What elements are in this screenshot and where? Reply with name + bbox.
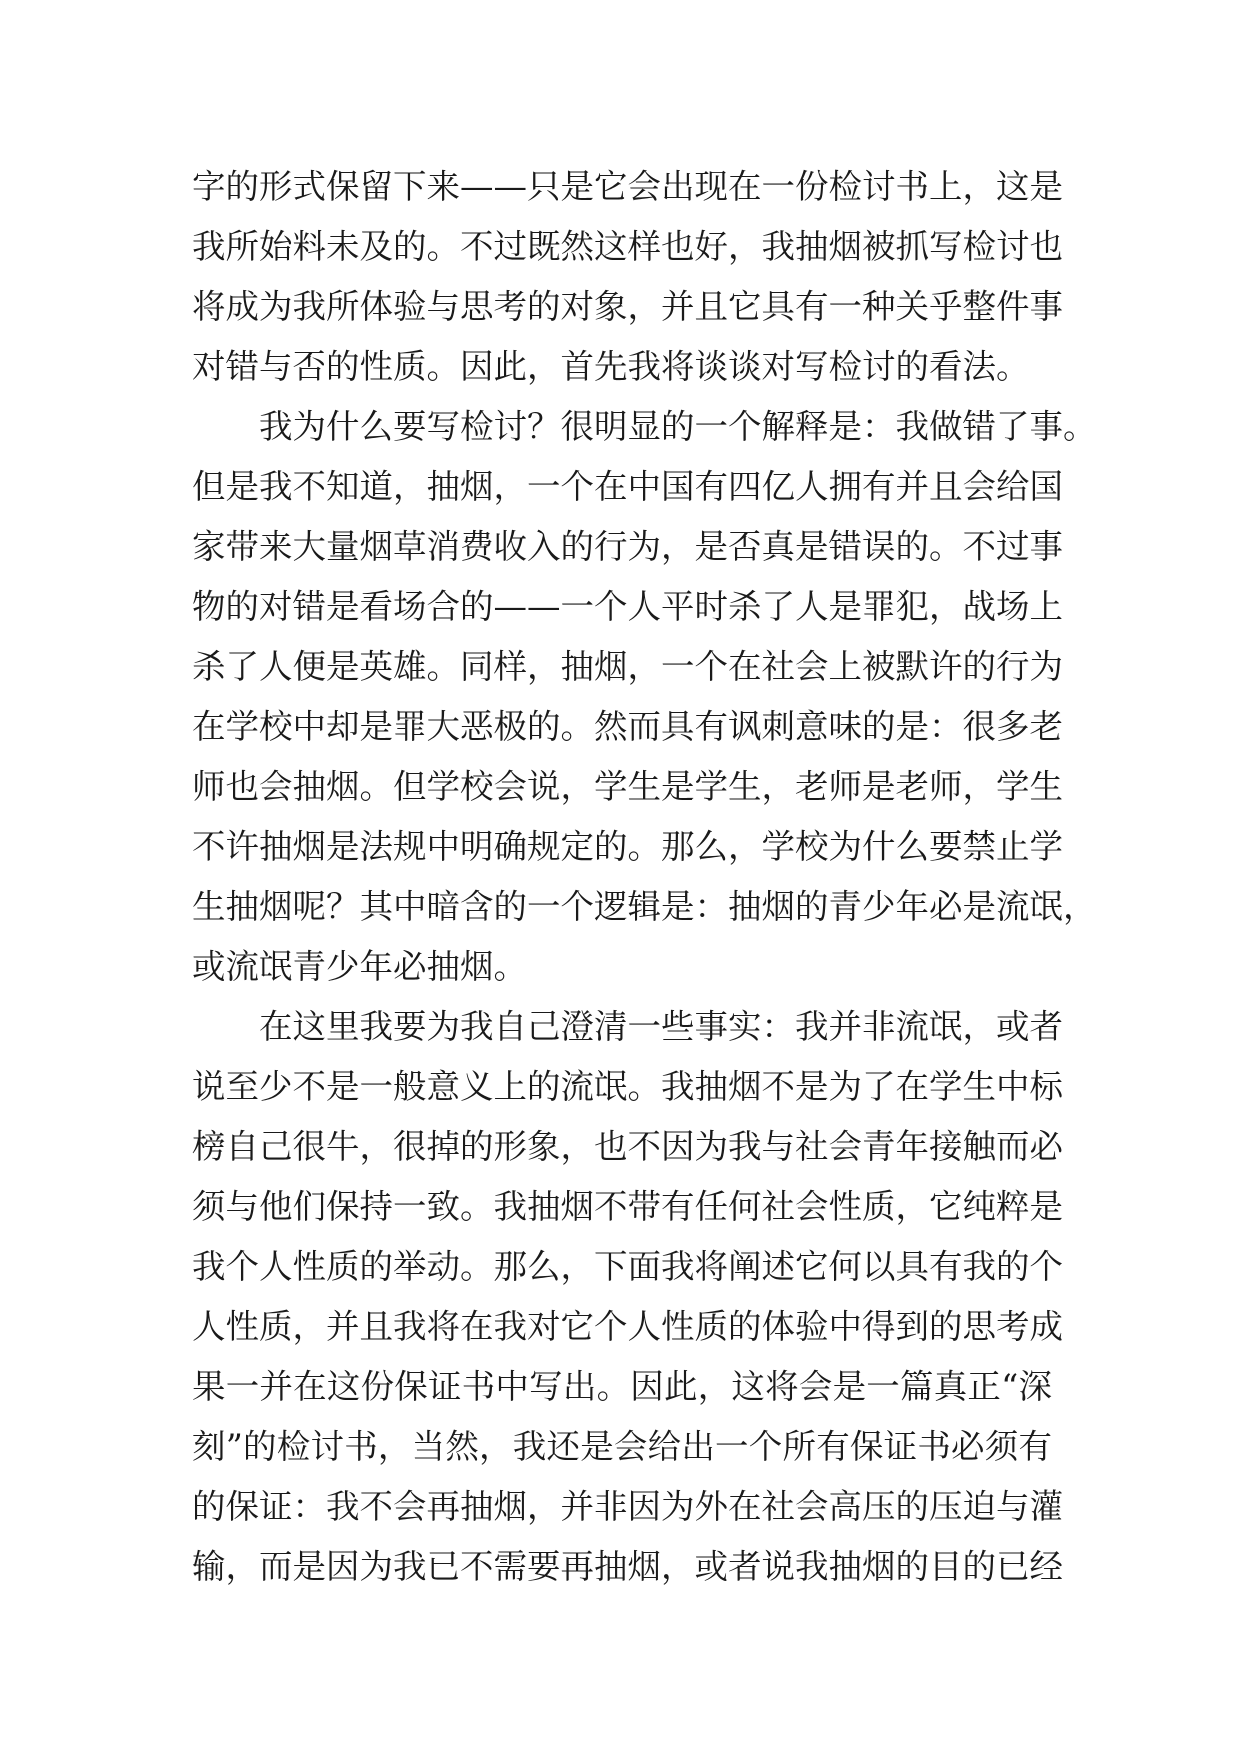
text-line: 不许抽烟是法规中明确规定的。那么，学校为什么要禁止学 xyxy=(192,827,1063,866)
text-line: 杀了人便是英雄。同样，抽烟，一个在社会上被默许的行为 xyxy=(192,647,1063,686)
text-line: 果一并在这份保证书中写出。因此，这将会是一篇真正“深 xyxy=(192,1367,1052,1406)
body-text xyxy=(192,157,1097,1597)
text-line: 字的形式保留下来——只是它会出现在一份检讨书上，这是 xyxy=(192,167,1063,206)
text-line: 师也会抽烟。但学校会说，学生是学生，老师是老师，学生 xyxy=(192,767,1063,806)
text-line: 刻”的检讨书，当然，我还是会给出一个所有保证书必须有 xyxy=(192,1427,1052,1466)
text-line: 榜自己很牛，很掉的形象，也不因为我与社会青年接触而必 xyxy=(192,1127,1063,1166)
text-line: 我个人性质的举动。那么，下面我将阐述它何以具有我的个 xyxy=(192,1247,1063,1286)
text-line: 生抽烟呢？其中暗含的一个逻辑是：抽烟的青少年必是流氓， xyxy=(192,887,1097,926)
text-line: 物的对错是看场合的——一个人平时杀了人是罪犯，战场上 xyxy=(192,587,1063,626)
text-line: 在学校中却是罪大恶极的。然而具有讽刺意味的是：很多老 xyxy=(192,707,1063,746)
text-line: 我所始料未及的。不过既然这样也好，我抽烟被抓写检讨也 xyxy=(192,227,1063,266)
text-line: 输，而是因为我已不需要再抽烟，或者说我抽烟的目的已经 xyxy=(192,1547,1063,1586)
text-line: 家带来大量烟草消费收入的行为，是否真是错误的。不过事 xyxy=(192,527,1063,566)
text-line: 的保证：我不会再抽烟，并非因为外在社会高压的压迫与灌 xyxy=(192,1487,1063,1526)
text-line: 对错与否的性质。因此，首先我将谈谈对写检讨的看法。 xyxy=(192,347,1030,386)
text-line: 或流氓青少年必抽烟。 xyxy=(192,947,527,986)
text-line: 但是我不知道，抽烟，一个在中国有四亿人拥有并且会给国 xyxy=(192,467,1063,506)
text-line: 说至少不是一般意义上的流氓。我抽烟不是为了在学生中标 xyxy=(192,1067,1063,1106)
text-line: 我为什么要写检讨？很明显的一个解释是：我做错了事。 xyxy=(259,407,1097,446)
text-line: 人性质，并且我将在我对它个人性质的体验中得到的思考成 xyxy=(192,1307,1063,1346)
text-line: 在这里我要为我自己澄清一些事实：我并非流氓，或者 xyxy=(259,1007,1063,1046)
text-line: 须与他们保持一致。我抽烟不带有任何社会性质，它纯粹是 xyxy=(192,1187,1063,1226)
text-line: 将成为我所体验与思考的对象，并且它具有一种关乎整件事 xyxy=(192,287,1063,326)
